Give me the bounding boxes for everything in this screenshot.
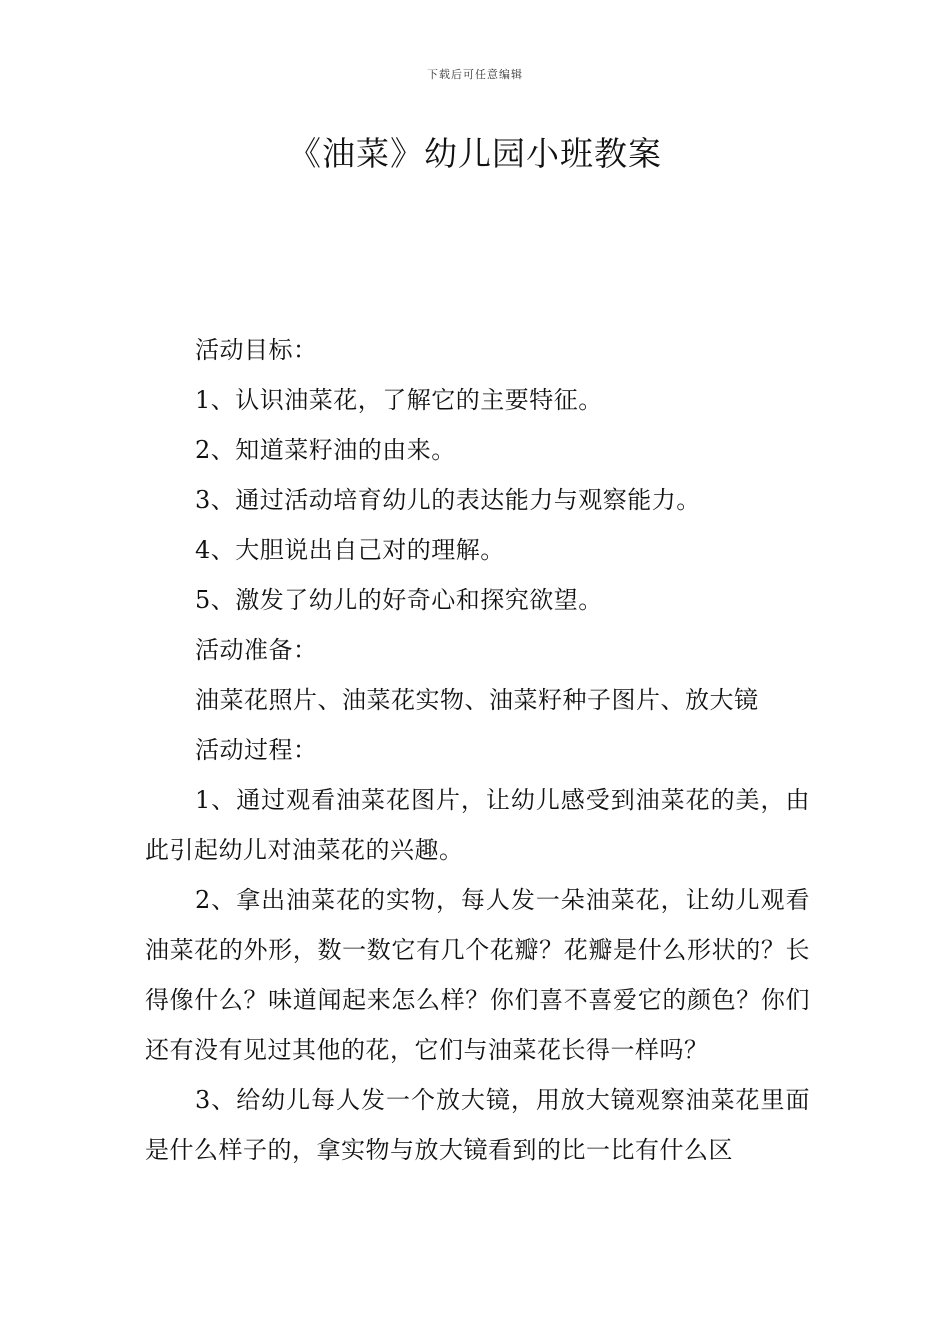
header-note: 下载后可任意编辑 [427,68,523,81]
goal-item-5: 5、激发了幼儿的好奇心和探究欲望。 [195,586,603,614]
process-step-1: 1、通过观看油菜花图片，让幼儿感受到油菜花的美，由此引起幼儿对油菜花的兴趣。 [145,786,810,864]
document-body [145,325,810,1175]
preparation-materials: 油菜花照片、油菜花实物、油菜籽种子图片、放大镜 [195,686,759,714]
section-heading-goals: 活动目标： [195,336,318,364]
goal-item-3: 3、通过活动培育幼儿的表达能力与观察能力。 [195,486,701,514]
goal-item-4: 4、大胆说出自己对的理解。 [195,536,505,564]
document-title: 《油菜》幼儿园小班教案 [288,134,662,173]
process-step-3: 3、给幼儿每人发一个放大镜，用放大镜观察油菜花里面是什么样子的，拿实物与放大镜看到的比一比有什么区 [145,1086,810,1164]
section-heading-preparation: 活动准备： [195,636,318,664]
goal-item-1: 1、认识油菜花，了解它的主要特征。 [195,386,603,414]
process-step-2: 2、拿出油菜花的实物，每人发一朵油菜花，让幼儿观看油菜花的外形，数一数它有几个花瓣？花瓣是什么形状的？长得像什么？味道闻起来怎么样？你们喜不喜爱它的颜色？你们还有没有见过其他的花，它们与油菜花长得一样吗？ [145,886,810,1064]
section-heading-process: 活动过程： [195,736,318,764]
goal-item-2: 2、知道菜籽油的由来。 [195,436,456,464]
